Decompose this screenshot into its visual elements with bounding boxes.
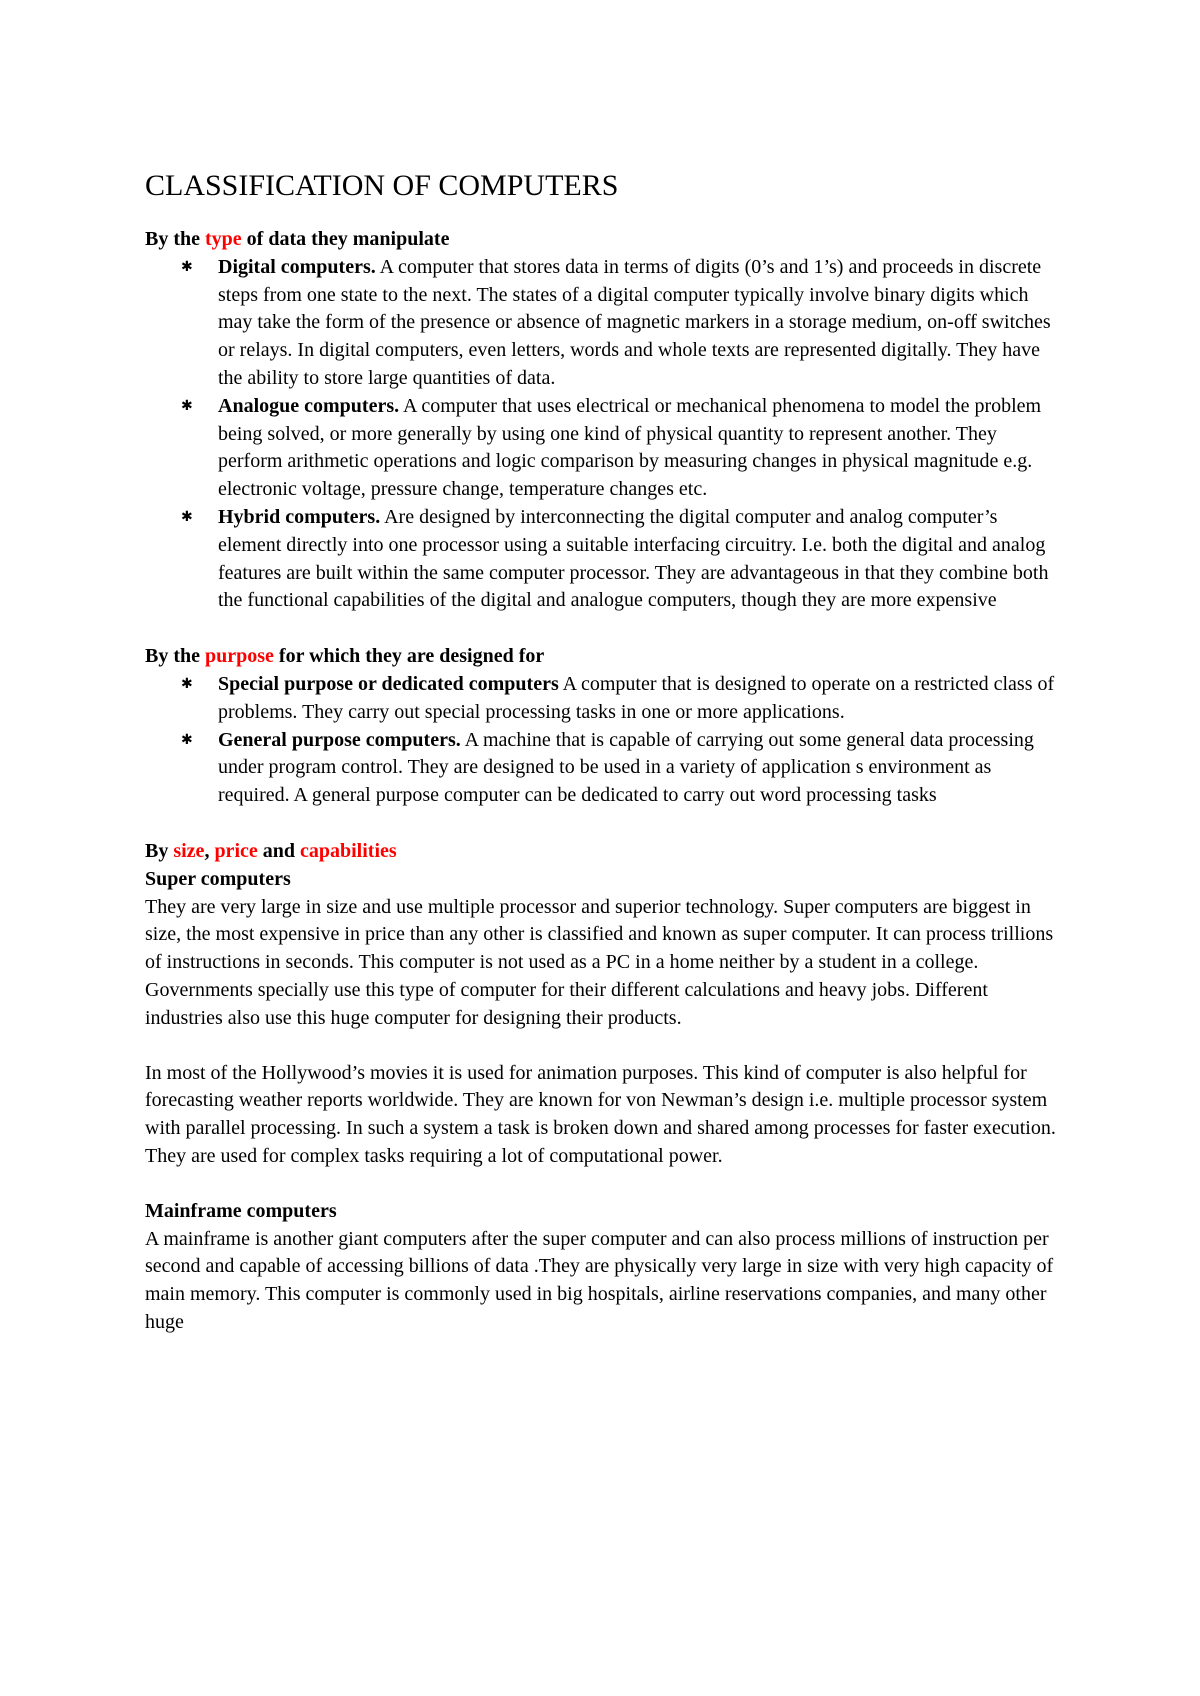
bullet-icon: ✱ xyxy=(181,259,193,275)
bullet-icon: ✱ xyxy=(181,676,193,692)
bullet-icon: ✱ xyxy=(181,509,193,525)
section-heading-type xyxy=(145,226,1065,254)
list-item xyxy=(181,727,1065,810)
list-item xyxy=(181,254,1065,393)
heading-keyword: type xyxy=(205,228,242,250)
heading-keyword: purpose xyxy=(205,645,274,668)
item-text: A machine that is capable of carrying out some general data processing under program control. They are designed to be used in a variety of application s environment as required. A general purpose computer can be dedicated to carry out word processing tasks xyxy=(218,728,1034,807)
section-heading-size xyxy=(145,838,1065,866)
list-item xyxy=(181,393,1065,504)
item-term: General purpose computers. xyxy=(218,728,461,751)
bullet-icon: ✱ xyxy=(181,398,193,414)
spacer xyxy=(145,1171,1065,1198)
heading-keyword: price xyxy=(214,839,258,862)
subheading-super-computers: Super computers xyxy=(145,867,291,890)
heading-text: By the xyxy=(145,228,205,250)
spacer xyxy=(145,1033,1065,1060)
page-title: CLASSIFICATION OF COMPUTERS xyxy=(145,169,619,202)
bullet-icon: ✱ xyxy=(181,732,193,748)
heading-text: for which they are designed for xyxy=(273,645,545,668)
item-text: A computer that uses electrical or mechanical phenomena to model the problem being solved, or more generally by using one kind of physical quantity to represent another. They perform arithmetic operations and logic comparison by measuring changes in physical magnitude e.g. electronic voltage, pressure change, temperature changes etc. xyxy=(218,394,1042,501)
item-text: Are designed by interconnecting the digital computer and analog computer’s element directly into one processor using a suitable interfacing circuitry. I.e. both the digital and analog features are built within the same computer processor. They are advantageous in that they combine both the functional capabilities of the digital and analogue computers, though they are more expensive xyxy=(218,505,1049,612)
item-term: Special purpose or dedicated computers xyxy=(218,672,559,695)
list-item xyxy=(181,671,1065,727)
spacer xyxy=(145,615,1065,643)
paragraph: They are very large in size and use multiple processor and superior technology. Super computers are biggest in size, the most expensive in price than any other is classified and known as super computer. It can process trillions of instructions in seconds. This computer is not used as a PC in a home neither by a student in a college. Governments specially use this type of computer for their different calculations and heavy jobs. Different industries also use this huge computer for designing their products. xyxy=(145,895,1054,1029)
section-heading-purpose xyxy=(145,643,1065,671)
purpose-list xyxy=(145,671,1065,810)
subheading-mainframe-computers: Mainframe computers xyxy=(145,1199,337,1222)
heading-keyword: capabilities xyxy=(300,839,397,862)
heading-keyword: size xyxy=(173,839,205,862)
heading-text: and xyxy=(257,839,300,862)
heading-text: By xyxy=(145,839,174,862)
item-term: Hybrid computers. xyxy=(218,505,381,528)
document-page xyxy=(145,168,1065,1337)
item-text: A computer that stores data in terms of digits (0’s and 1’s) and proceeds in discrete steps from one state to the next. The states of a digital computer typically involve binary digits which may take the form of the presence or absence of magnetic markers in a storage medium, on-off switches or relays. In digital computers, even letters, words and whole texts are represented digitally. They have the ability to store large quantities of data. xyxy=(218,255,1051,389)
spacer xyxy=(145,810,1065,838)
heading-text: of data they manipulate xyxy=(241,228,450,250)
paragraph: A mainframe is another giant computers after the super computer and can also process millions of instruction per second and capable of accessing billions of data .They are physically very large in size with very high capacity of main memory. This computer is commonly used in big hospitals, airline reservations companies, and many other huge xyxy=(145,1227,1054,1333)
heading-text: , xyxy=(204,839,215,862)
list-item xyxy=(181,504,1065,615)
heading-text: By the xyxy=(145,645,205,668)
type-list xyxy=(145,254,1065,615)
item-text: A computer that is designed to operate on a restricted class of problems. They carry out special processing tasks in one or more applications. xyxy=(218,672,1055,723)
item-term: Digital computers. xyxy=(218,255,376,278)
item-term: Analogue computers. xyxy=(218,394,400,417)
paragraph: In most of the Hollywood’s movies it is used for animation purposes. This kind of computer is also helpful for forecasting weather reports worldwide. They are known for von Newman’s design i.e. multiple processor system with parallel processing. In such a system a task is broken down and shared among processes for faster execution. They are used for complex tasks requiring a lot of computational power. xyxy=(145,1061,1056,1167)
